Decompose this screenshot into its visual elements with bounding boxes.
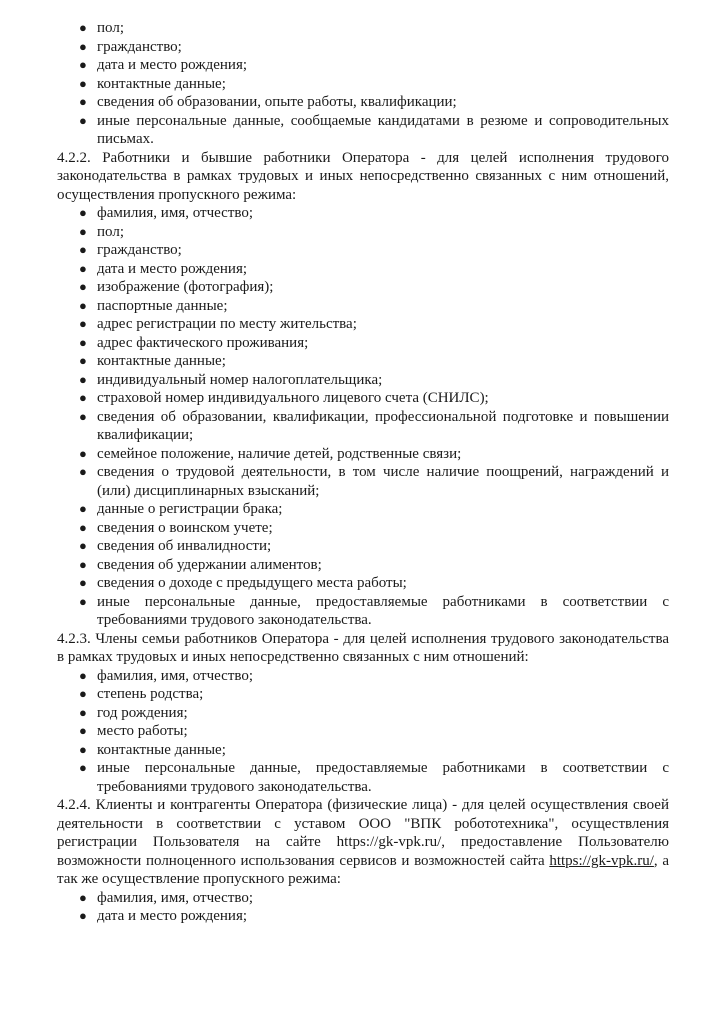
bullet-icon: ● [79, 334, 87, 350]
bullet-icon: ● [79, 371, 87, 387]
list-item: ● индивидуальный номер налогоплательщика; [79, 371, 383, 388]
list-item: ● пол; [79, 20, 124, 36]
bullet-icon: ● [79, 445, 87, 461]
bullet-icon: ● [79, 464, 87, 479]
list-item: ● контактные данные; [79, 75, 226, 92]
list-item: ● дата и место рождения; [79, 57, 248, 73]
bullet-icon: ● [79, 667, 87, 683]
bullet-icon: ● [79, 390, 87, 405]
bullet-icon: ● [79, 279, 87, 294]
list-item: ● контактные данные; [79, 353, 226, 369]
bullet-icon: ● [79, 723, 87, 738]
list-item: ● контактные данные; [79, 741, 226, 758]
list-item: ● паспортные данные; [79, 297, 228, 314]
bullet-icon: ● [79, 741, 87, 757]
list-item: ● страховой номер индивидуального лицевого счета (СНИЛС); [79, 390, 489, 406]
employee-data-list [57, 204, 669, 630]
bullet-icon: ● [79, 20, 87, 35]
bullet-icon: ● [79, 205, 87, 220]
list-item: ● фамилия, имя, отчество; [79, 889, 254, 906]
list-item: ● фамилия, имя, отчество; [79, 667, 254, 684]
list-item: ● иные персональные данные, предоставляемые работниками в соответствии с требованиями трудового законодательства. [79, 760, 669, 795]
list-item: ● сведения об образовании, опыте работы, квалификации; [79, 94, 457, 110]
list-item: ● иные персональные данные, сообщаемые кандидатами в резюме и сопроводительных письмах. [79, 112, 669, 147]
bullet-icon: ● [79, 408, 87, 424]
list-item: ● адрес регистрации по месту жительства; [79, 316, 357, 332]
bullet-icon: ● [79, 889, 87, 905]
bullet-icon: ● [79, 94, 87, 109]
document-page [57, 19, 669, 926]
list-item: ● год рождения; [79, 704, 188, 721]
bullet-icon: ● [79, 704, 87, 720]
list-item: ● изображение (фотография); [79, 279, 274, 295]
list-item: ● степень родства; [79, 686, 204, 702]
list-item: ● сведения о воинском учете; [79, 519, 273, 536]
list-item: ● пол; [79, 223, 124, 240]
bullet-icon: ● [79, 908, 87, 923]
list-item: ● сведения об инвалидности; [79, 538, 272, 554]
list-item: ● гражданство; [79, 38, 182, 55]
section-4-2-3: 4.2.3. Члены семьи работников Оператора - для целей исполнения трудового законодательства в рамках трудовых и иных непосредственно связанных с ним отношений: [57, 630, 669, 665]
bullet-icon: ● [79, 75, 87, 91]
bullet-icon: ● [79, 686, 87, 701]
bullet-icon: ● [79, 297, 87, 313]
section-4-2-2: 4.2.2. Работники и бывшие работники Оператора - для целей исполнения трудового законодательства в рамках трудовых и иных непосредственно связанных с ним отношений, осуществления пропускного режима: [57, 149, 669, 203]
list-item: ● сведения о трудовой деятельности, в том числе наличие поощрений, награждений и (или) дисциплинарных взысканий; [79, 464, 669, 499]
list-item: ● сведения об удержании алиментов; [79, 556, 322, 573]
list-item: ● фамилия, имя, отчество; [79, 205, 254, 221]
list-item: ● дата и место рождения; [79, 908, 248, 924]
family-data-list [57, 667, 669, 797]
bullet-icon: ● [79, 223, 87, 239]
bullet-icon: ● [79, 575, 87, 590]
bullet-icon: ● [79, 556, 87, 572]
list-item: ● место работы; [79, 723, 188, 739]
list-item: ● семейное положение, наличие детей, родственные связи; [79, 445, 462, 462]
bullet-icon: ● [79, 519, 87, 535]
bullet-icon: ● [79, 316, 87, 331]
bullet-icon: ● [79, 260, 87, 276]
bullet-icon: ● [79, 501, 87, 516]
list-item: ● иные персональные данные, предоставляемые работниками в соответствии с требованиями трудового законодательства. [79, 593, 669, 628]
list-item: ● дата и место рождения; [79, 260, 248, 277]
bullet-icon: ● [79, 57, 87, 72]
client-data-list [57, 889, 669, 926]
bullet-icon: ● [79, 38, 87, 54]
candidate-data-list [57, 19, 669, 149]
bullet-icon: ● [79, 112, 87, 128]
site-link[interactable]: https://gk-vpk.ru/ [549, 852, 654, 869]
section-4-2-4: 4.2.4. Клиенты и контрагенты Оператора (физические лица) - для целей осуществления своей деятельности в соответствии с уставом ООО "ВПК робототехника", осуществления регистрации Пользователя на сайте https://gk-vpk.ru/, предоставление Пользователю возможности полноценного использования сервисов и возможностей сайта https://gk-vpk.ru/, а так же осуществление пропускного режима: [57, 797, 669, 887]
bullet-icon: ● [79, 353, 87, 368]
list-item: ● данные о регистрации брака; [79, 501, 283, 517]
bullet-icon: ● [79, 242, 87, 257]
list-item: ● сведения о доходе с предыдущего места работы; [79, 575, 407, 591]
bullet-icon: ● [79, 593, 87, 609]
list-item: ● адрес фактического проживания; [79, 334, 309, 351]
list-item: ● сведения об образовании, квалификации, профессиональной подготовке и повышении квалификации; [79, 408, 669, 443]
list-item: ● гражданство; [79, 242, 182, 258]
bullet-icon: ● [79, 760, 87, 775]
bullet-icon: ● [79, 538, 87, 553]
